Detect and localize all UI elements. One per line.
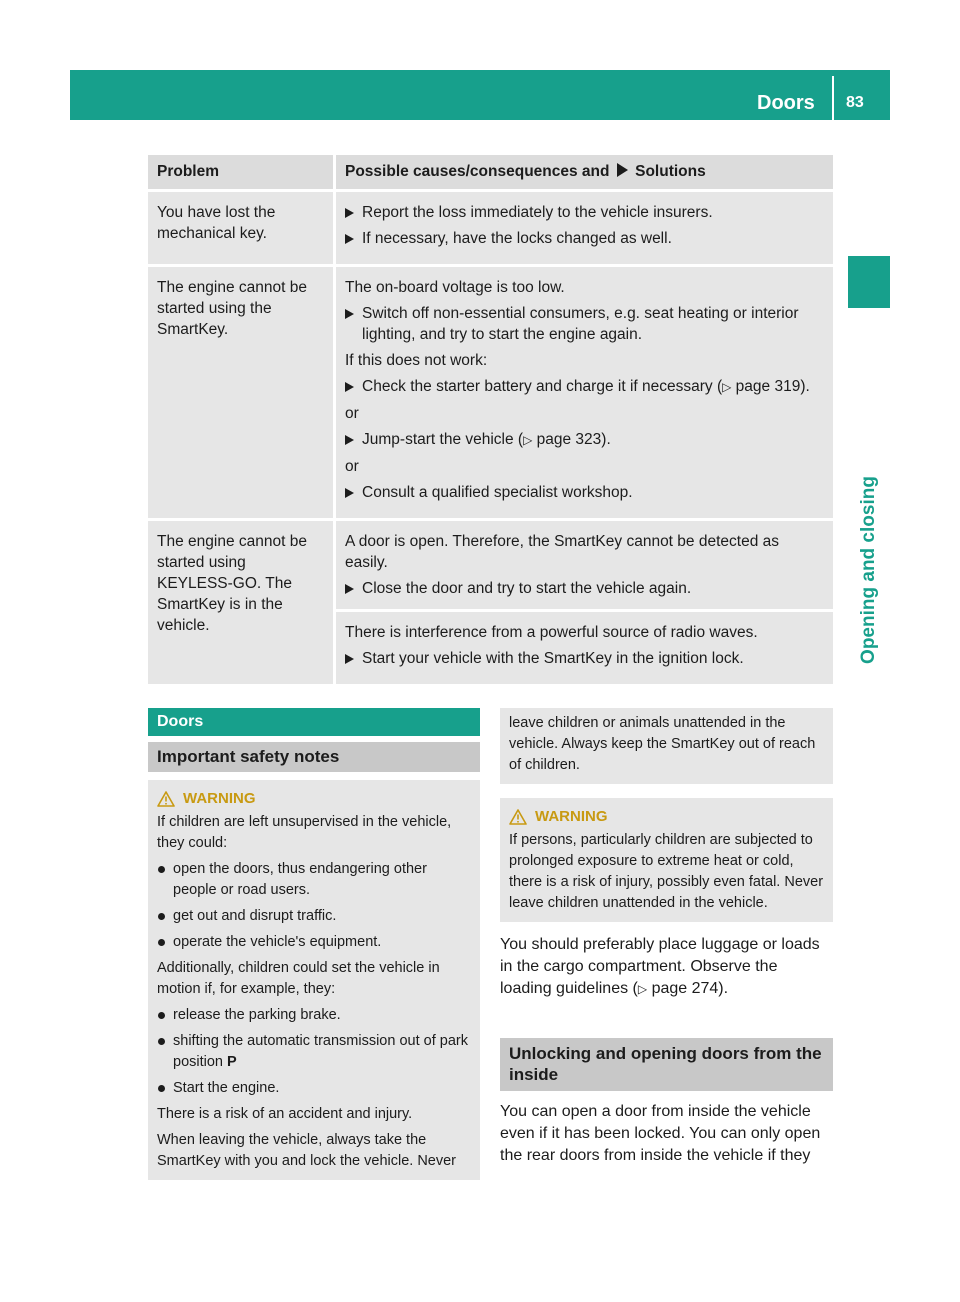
list-item-text: release the parking brake. [173,1007,341,1023]
table-row [148,267,833,518]
cause-text: There is interference from a powerful source of radio waves. [345,624,758,641]
step-text: Close the door and try to start the vehicle again. [362,580,692,597]
side-tab-marker [848,256,890,308]
solution-step [345,228,826,249]
solution-step [345,648,826,669]
solution-step [345,303,826,345]
step-text: Consult a qualified specialist workshop. [362,484,633,501]
warning-heading [157,788,471,809]
cause-text: A door is open. Therefore, the SmartKey cannot be detected as easily. [345,533,779,571]
page-reference-link[interactable]: page 323). [536,431,611,448]
list-item [157,859,471,901]
troubleshooting-table [148,155,833,684]
list-item-text: open the doors, thus endangering other people or road users. [173,861,427,898]
column-header-solutions-suffix: Solutions [635,163,706,180]
cell-divider [336,609,833,612]
side-tab-text: Opening and closing [858,476,879,664]
luggage-paragraph [500,934,833,1000]
solution-step [345,202,826,223]
page-reference-icon: ▷ [722,380,732,394]
arrow-right-icon [345,584,354,594]
unlocking-paragraph: You can open a door from inside the vehicle even if it has been locked. You can only open the rear doors from inside the vehicle if they [500,1103,821,1164]
step-text: Jump-start the vehicle ( [362,431,524,448]
page-reference-icon: ▷ [523,433,533,447]
solution-step [345,482,826,503]
arrow-right-icon [345,234,354,244]
fallback-text: If this does not work: [345,352,488,369]
page-reference-link[interactable]: page 319). [735,378,810,395]
page-number: 83 [846,94,864,111]
warning-box [500,798,833,922]
solution-cell [336,192,833,264]
warning-leaving: When leaving the vehicle, always take the SmartKey with you and lock the vehicle. Never [157,1132,456,1169]
arrow-right-icon [345,382,354,392]
list-item [157,932,471,953]
warning-box [148,780,480,1180]
warning-intro: If children are left unsupervised in the vehicle, they could: [157,814,452,851]
page-title: Doors [757,92,815,114]
problem-cell: You have lost the mechanical key. [148,192,333,264]
warning-box-continued: leave children or animals unattended in the vehicle. Always keep the SmartKey out of reach of children. [500,708,833,784]
step-text: If necessary, have the locks changed as well. [362,230,672,247]
solution-cell [336,267,833,518]
list-item-text: shifting the automatic transmission out of park position [173,1033,468,1070]
arrow-right-icon [345,208,354,218]
warning-additional: Additionally, children could set the vehicle in motion if, for example, they: [157,960,440,997]
bullet-dot-icon [158,913,165,920]
warning-heading [509,806,824,827]
problem-cell: The engine cannot be started using the SmartKey. [148,267,333,518]
warning-risk: There is a risk of an accident and injury. [157,1106,413,1122]
subsection-heading-unlocking: Unlocking and opening doors from the inside [500,1038,833,1091]
right-column [500,708,833,1167]
park-position-label: P [227,1054,237,1070]
bullet-dot-icon [158,1085,165,1092]
solution-step [345,578,826,599]
page-reference-link[interactable]: page 274). [651,980,729,997]
left-column [148,708,480,1180]
step-text: Start your vehicle with the SmartKey in the ignition lock. [362,650,744,667]
bullet-dot-icon [158,1038,165,1045]
cause-text: The on-board voltage is too low. [345,279,565,296]
table-row [148,521,833,684]
warning-text: If persons, particularly children are subjected to prolonged exposure to extreme heat or cold, there is a risk of injury, possibly even fatal. Never leave children unattended in the vehicle. [509,832,824,911]
list-item-text: Start the engine. [173,1080,280,1096]
header-divider [832,76,834,120]
or-text: or [345,405,359,422]
column-header-solutions [336,155,833,189]
table-header-row [148,155,833,189]
subsection-heading-safety: Important safety notes [148,742,480,772]
column-header-problem: Problem [148,155,333,189]
warning-triangle-icon [509,809,527,825]
column-header-solutions-text: Possible causes/consequences and [345,163,610,180]
problem-cell: The engine cannot be started using KEYLESS-GO. The SmartKey is in the vehicle. [148,521,333,684]
solution-cell [336,521,833,684]
bullet-dot-icon [158,1012,165,1019]
step-text: Report the loss immediately to the vehicle insurers. [362,204,713,221]
arrow-right-icon [345,488,354,498]
solution-step [345,429,826,451]
list-item [157,906,471,927]
step-text: Check the starter battery and charge it if necessary ( [362,378,723,395]
table-row [148,192,833,264]
arrow-right-icon [345,435,354,445]
section-heading-doors: Doors [148,708,480,736]
luggage-text: You should preferably place luggage or loads in the cargo compartment. Observe the loading guidelines ( [500,936,820,997]
arrow-right-icon [617,163,628,177]
or-text: or [345,458,359,475]
warning-triangle-icon [157,791,175,807]
warning-label: WARNING [183,790,256,807]
warning-label: WARNING [535,808,608,825]
list-item [157,1031,471,1073]
bullet-dot-icon [158,866,165,873]
step-text: Switch off non-essential consumers, e.g. seat heating or interior lighting, and try to start the engine again. [362,305,799,343]
list-item-text: operate the vehicle's equipment. [173,934,382,950]
bullet-dot-icon [158,939,165,946]
side-tab-label [854,476,884,664]
arrow-right-icon [345,654,354,664]
arrow-right-icon [345,309,354,319]
list-item-text: get out and disrupt traffic. [173,908,337,924]
list-item [157,1078,471,1099]
solution-step [345,376,826,398]
page-reference-icon: ▷ [637,982,648,996]
list-item [157,1005,471,1026]
